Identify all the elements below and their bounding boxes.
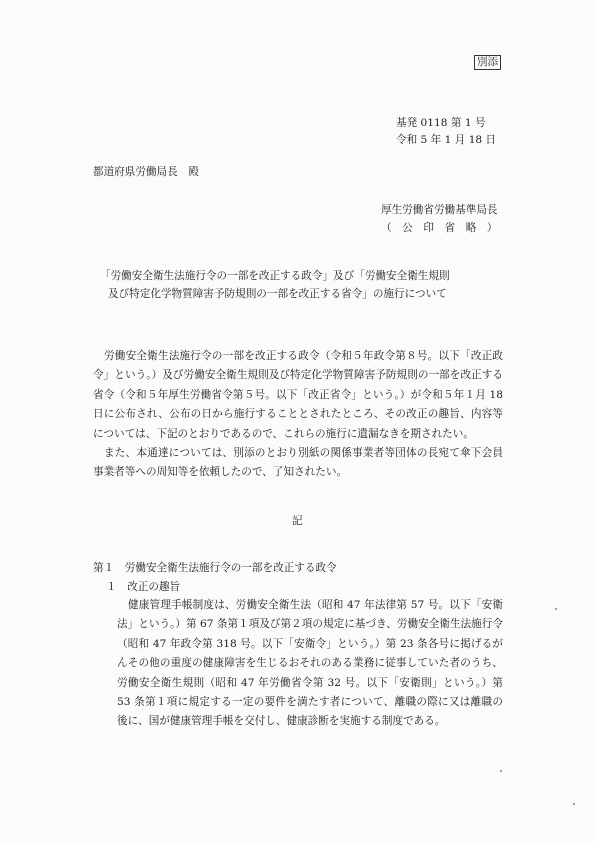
sender-title: 厚生労働省労働基準局長 bbox=[381, 204, 498, 216]
issue-date: 令和 5 年 1 月 18 日 bbox=[396, 134, 497, 146]
document-number: 基発 0118 第 1 号 bbox=[396, 117, 486, 129]
recipient: 都道府県労働局長 殿 bbox=[93, 166, 199, 178]
scan-speck bbox=[500, 770, 502, 772]
scan-speck bbox=[573, 803, 575, 805]
section-1-subheading: １ 改正の趣旨 bbox=[106, 581, 181, 593]
section-1-body: 健康管理手帳制度は、労働安全衛生法（昭和 47 年法律第 57 号。以下「安衛法」という。）第 67 条第１項及び第２項の規定に基づき、労働安全衛生法施行令（昭和 47 年政令第 318 号。以下「安衛令」という。）第 23 条各号に掲げるがんその他の重度の健康障害を生じるおそれのある業務に従事していた者のうち、労働安全衛生規則（昭和 47 年労働省令第 32 号。以下「安衛則」という。）第 53 条第１項に規定する一定の要件を満たす者について、離職の際に又は離職の後に、国が健康管理手帳を交付し、健康診断を実施する制度である。 bbox=[117, 599, 503, 728]
section-1-heading: 第１ 労働安全衛生法施行令の一部を改正する政令 bbox=[93, 562, 337, 574]
intro-paragraph-1: 労働安全衛生法施行令の一部を改正する政令（令和５年政令第８号。以下「改正政令」という。）及び労働安全衛生規則及び特定化学物質障害予防規則の一部を改正する省令（令和５年厚生労働省令第５号。以下「改正省令」という。）が令和５年１月 18 日に公布され、公布の日から施行することとされたところ、その改正の趣旨、内容等については、下記のとおりであるので、これらの施行に遺漏なきを期されたい。 bbox=[93, 350, 503, 440]
seal-omitted-note: （ 公 印 省 略 ） bbox=[381, 222, 498, 234]
intro-paragraph-2: また、本通達については、別添のとおり別紙の関係事業者等団体の長宛て傘下会員事業者等への周知等を依頼したので、了知されたい。 bbox=[93, 447, 503, 479]
attachment-stamp: 別添 bbox=[474, 55, 501, 70]
ki-marker: 記 bbox=[292, 515, 303, 527]
subject-line-1: 「労働安全衛生法施行令の一部を改正する政令」及び「労働安全衛生規則 bbox=[100, 270, 450, 282]
subject-line-2: 及び特定化学物質障害予防規則の一部を改正する省令」の施行について bbox=[108, 288, 447, 300]
scan-speck bbox=[555, 608, 557, 610]
